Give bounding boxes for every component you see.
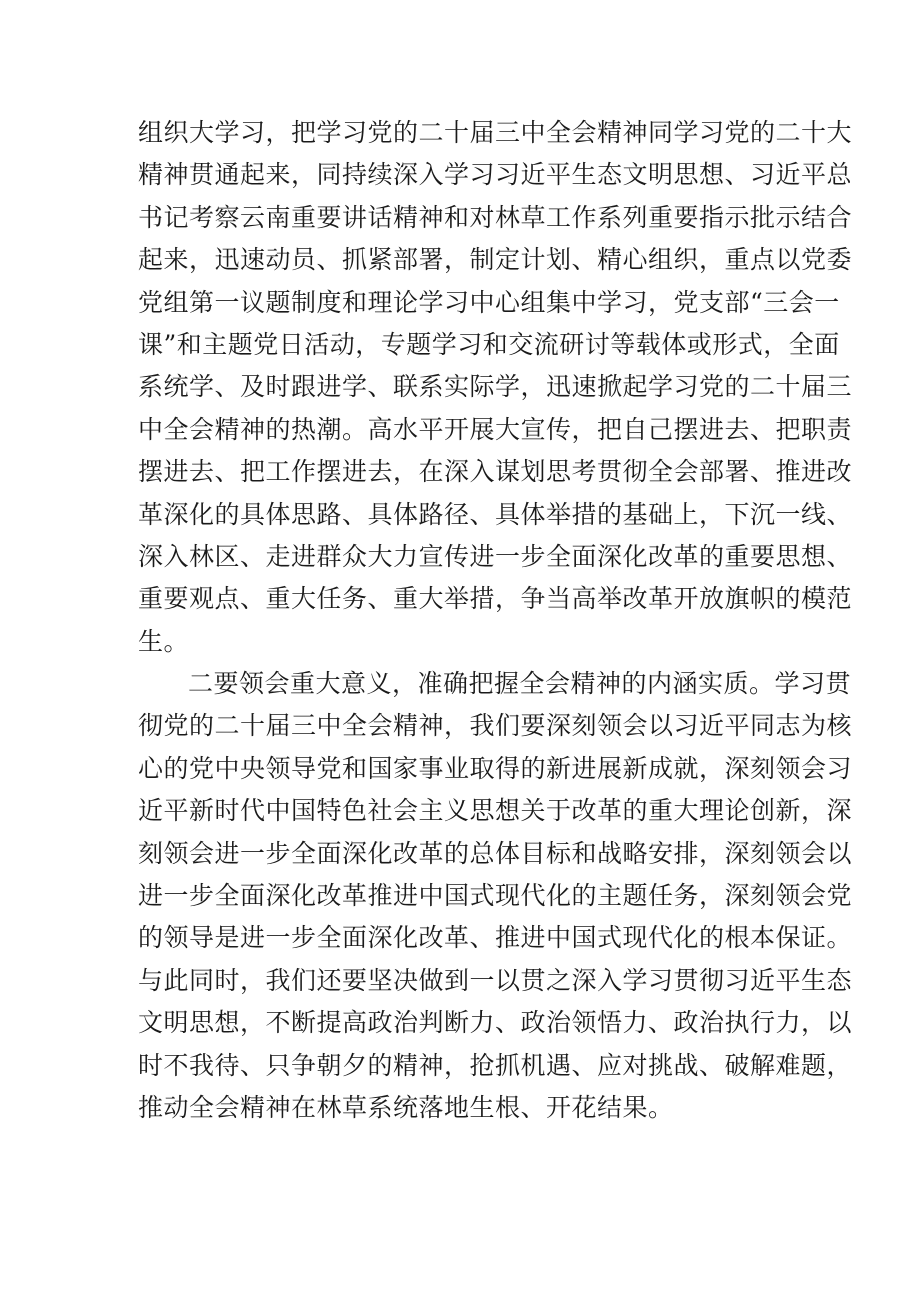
text-line: 党组第一议题制度和理论学习中心组集中学习，党支部“三会一 [138,287,840,317]
text-line: 系统学、及时跟进学、联系实际学，迅速掀起学习党的二十届三 [138,372,853,402]
text-line: 心的党中央领导党和国家事业取得的新进展新成就，深刻领会习 [138,753,853,783]
text-line: 推动全会精神在林草系统落地生根、开花结果。 [138,1092,674,1122]
text-line: 时不我待、只争朝夕的精神，抢抓机遇、应对挑战、破解难题， [138,1050,853,1080]
text-line: 生。 [138,626,190,656]
text-line: 进一步全面深化改革推进中国式现代化的主题任务，深刻领会党 [138,881,853,911]
text-line: 与此同时，我们还要坚决做到一以贯之深入学习贯彻习近平生态 [138,965,853,995]
text-line: 革深化的具体思路、具体路径、具体举措的基础上，下沉一线、 [138,499,853,529]
text-line: 彻党的二十届三中全会精神，我们要深刻领会以习近平同志为核 [138,711,853,741]
document-body [138,112,853,1129]
text-line: 书记考察云南重要讲话精神和对林草工作系列重要指示批示结合 [138,202,853,232]
text-line: 深入林区、走进群众大力宣传进一步全面深化改革的重要思想、 [138,541,853,571]
text-line: 摆进去、把工作摆进去，在深入谋划思考贯彻全会部署、推进改 [138,457,853,487]
text-line: 起来，迅速动员、抓紧部署，制定计划、精心组织，重点以党委 [138,245,853,275]
text-line: 中全会精神的热潮。高水平开展大宣传，把自己摆进去、把职责 [138,414,853,444]
text-line: 的领导是进一步全面深化改革、推进中国式现代化的根本保证。 [138,923,853,953]
text-line: 近平新时代中国特色社会主义思想关于改革的重大理论创新，深 [138,796,853,826]
text-line: 课”和主题党日活动，专题学习和交流研讨等载体或形式，全面 [138,329,840,359]
text-line: 组织大学习，把学习党的二十届三中全会精神同学习党的二十大 [138,118,853,147]
text-line: 重要观点、重大任务、重大举措，争当高举改革开放旗帜的模范 [138,584,853,614]
text-line: 二要领会重大意义，准确把握全会精神的内涵实质。学习贯 [188,669,852,699]
text-line: 文明思想，不断提高政治判断力、政治领悟力、政治执行力，以 [138,1008,853,1038]
text-line: 精神贯通起来，同持续深入学习习近平生态文明思想、习近平总 [138,160,853,190]
text-line: 刻领会进一步全面深化改革的总体目标和战略安排，深刻领会以 [138,838,853,868]
